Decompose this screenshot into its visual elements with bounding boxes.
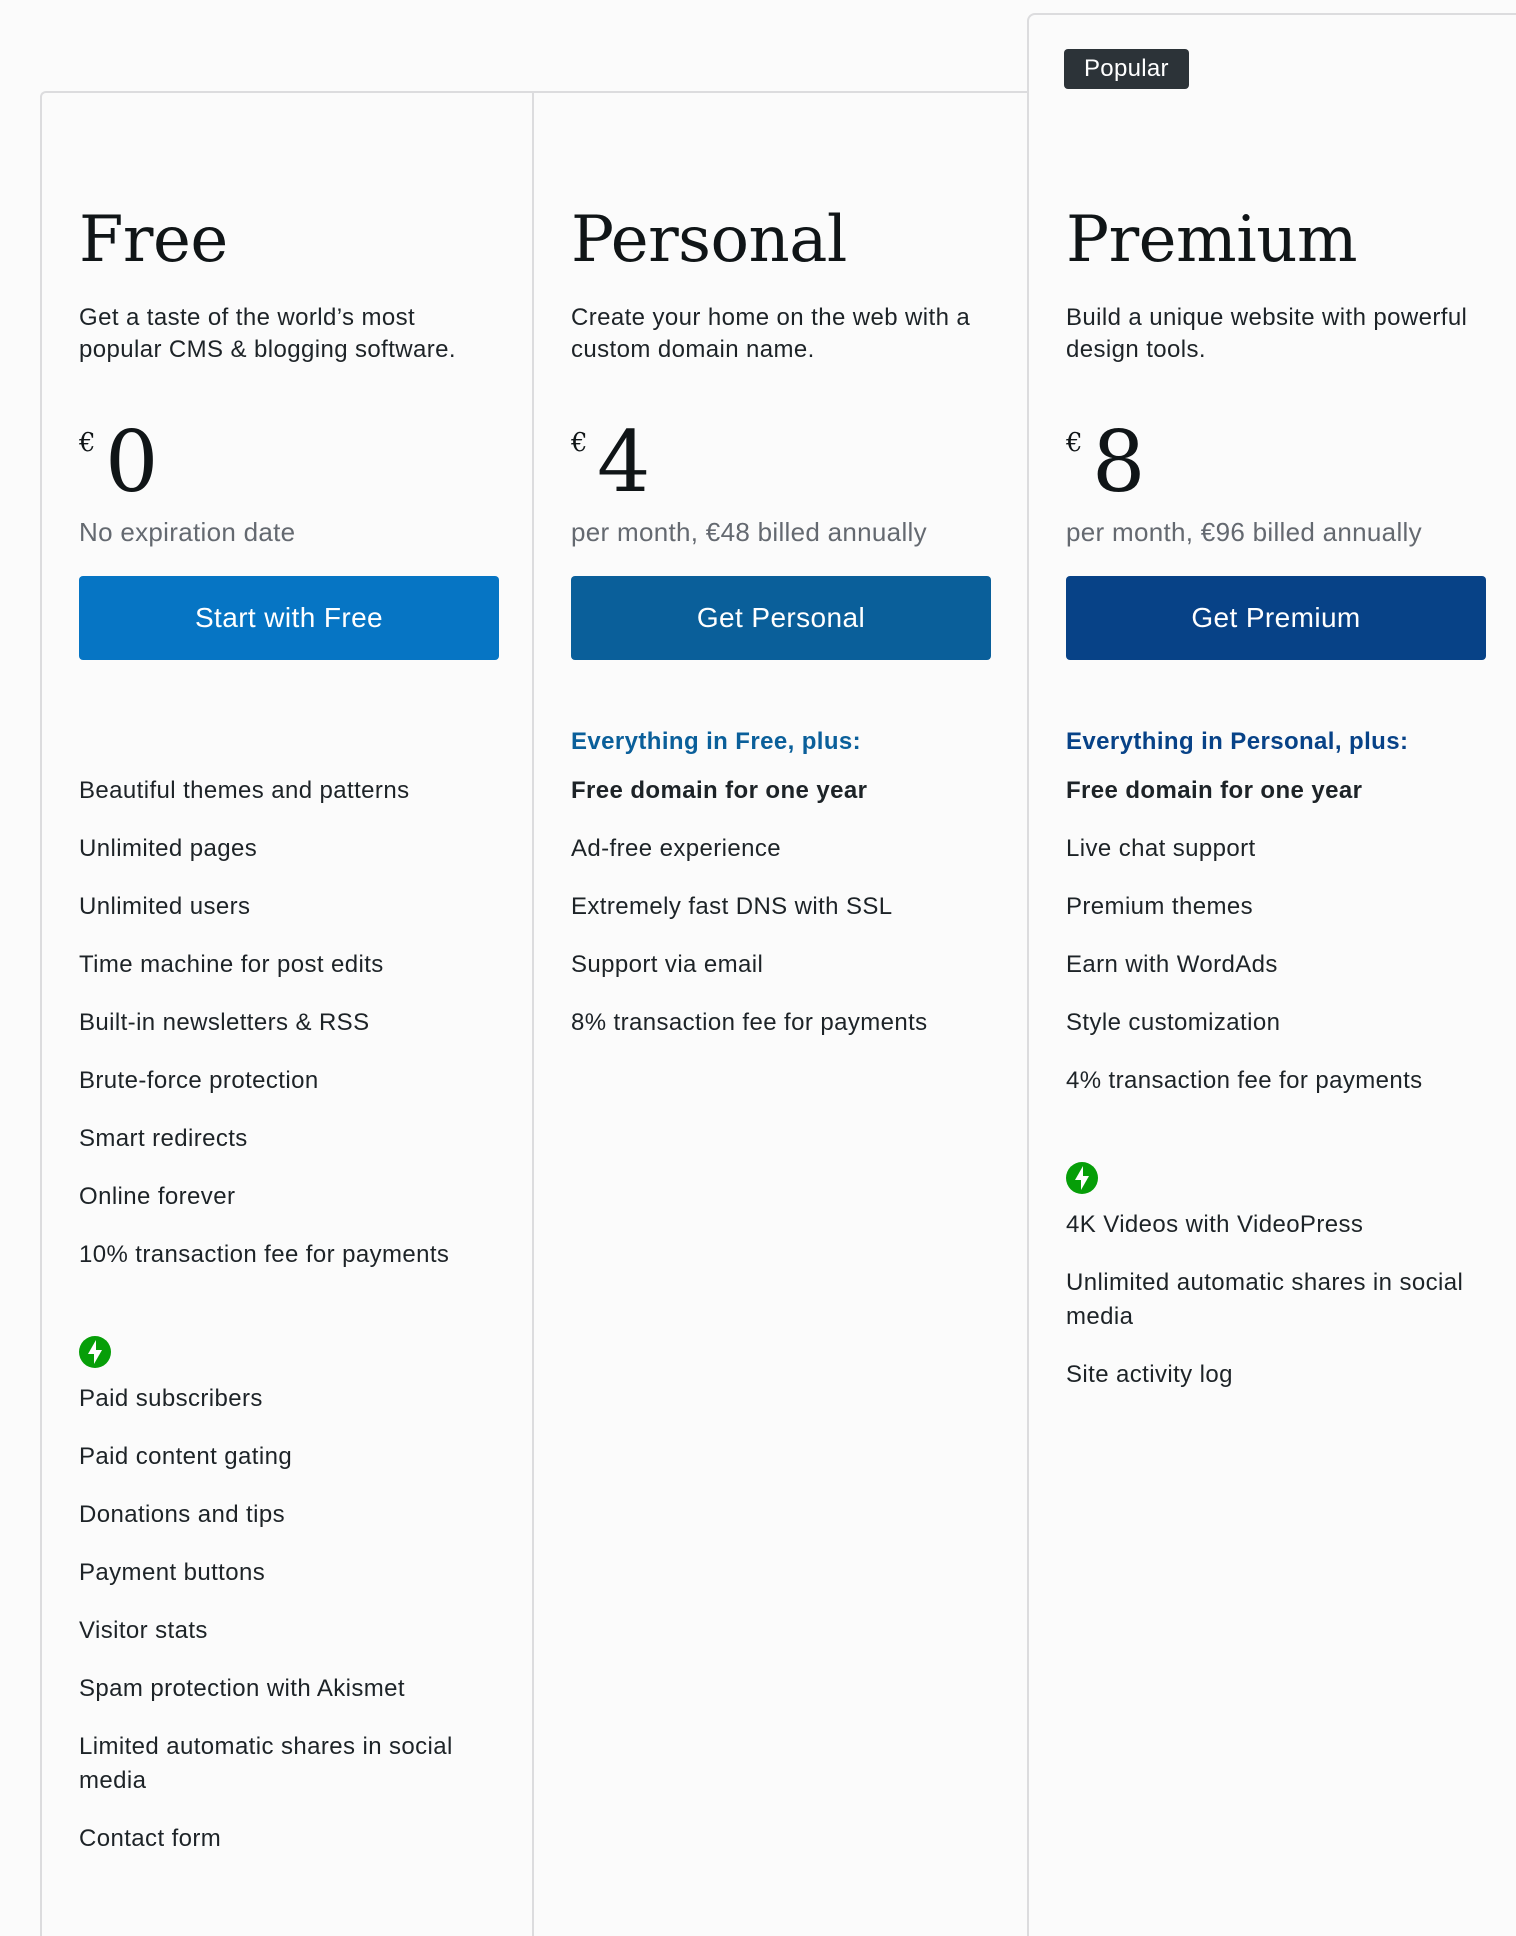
list-item: Unlimited pages [79, 835, 258, 862]
plan-name: Premium [1066, 203, 1358, 277]
list-item: Beautiful themes and patterns [79, 777, 410, 804]
plan-card-free [40, 91, 534, 1936]
feature-list [571, 774, 991, 1040]
feature-list [1066, 774, 1486, 1098]
plan-card-premium [1027, 13, 1516, 1936]
list-item: Donations and tips [79, 1501, 285, 1528]
price [571, 413, 991, 512]
list-item: Unlimited users [79, 893, 251, 920]
price-note: No expiration date [79, 517, 296, 547]
list-item: Ad-free experience [571, 835, 781, 862]
list-item: Limited automatic shares in social media [79, 1733, 453, 1794]
features-heading [79, 726, 499, 758]
get-personal-button[interactable]: Get Personal [571, 576, 991, 660]
list-item: Contact form [79, 1825, 222, 1852]
features-heading: Everything in Free, plus: [571, 728, 862, 755]
price-note: per month, €48 billed annually [571, 517, 927, 547]
plan-card-personal [532, 91, 1028, 1936]
price-amount: 0 [105, 413, 159, 511]
list-item: Extremely fast DNS with SSL [571, 893, 893, 920]
jetpack-section [1066, 1162, 1486, 1392]
jetpack-bolt-icon [1066, 1162, 1098, 1194]
list-item: Premium themes [1066, 893, 1253, 920]
list-item: Live chat support [1066, 835, 1256, 862]
jetpack-bolt-icon [79, 1336, 111, 1368]
list-item: Time machine for post edits [79, 951, 384, 978]
currency-symbol: € [79, 428, 96, 458]
list-item: Spam protection with Akismet [79, 1675, 406, 1702]
price-amount: 4 [597, 413, 651, 511]
plan-name: Free [79, 203, 228, 277]
plan-description: Build a unique website with powerful design tools. [1066, 304, 1468, 363]
plan-content [571, 203, 991, 1040]
feature-list [79, 774, 499, 1272]
start-with-free-button[interactable]: Start with Free [79, 576, 499, 660]
price [1066, 413, 1486, 512]
currency-symbol: € [571, 428, 588, 458]
list-item: Brute-force protection [79, 1067, 319, 1094]
jetpack-feature-list [79, 1382, 499, 1856]
list-item: 4K Videos with VideoPress [1066, 1211, 1364, 1238]
list-item: 8% transaction fee for payments [571, 1009, 928, 1036]
list-item: Free domain for one year [1066, 777, 1363, 804]
list-item: Online forever [79, 1183, 236, 1210]
plan-content [1066, 203, 1486, 1392]
jetpack-section [79, 1336, 499, 1856]
list-item: Smart redirects [79, 1125, 248, 1152]
list-item: Unlimited automatic shares in social media [1066, 1269, 1464, 1330]
list-item: Built-in newsletters & RSS [79, 1009, 370, 1036]
list-item: Free domain for one year [571, 777, 868, 804]
plan-description: Get a taste of the world’s most popular CMS & blogging software. [79, 304, 456, 363]
list-item: Paid subscribers [79, 1385, 263, 1412]
jetpack-feature-list [1066, 1208, 1486, 1392]
list-item: Payment buttons [79, 1559, 266, 1586]
list-item: Paid content gating [79, 1443, 293, 1470]
get-premium-button[interactable]: Get Premium [1066, 576, 1486, 660]
plan-description: Create your home on the web with a custom domain name. [571, 304, 971, 363]
plan-name: Personal [571, 203, 847, 277]
price-amount: 8 [1092, 413, 1146, 511]
price [79, 413, 499, 512]
popular-badge: Popular [1064, 49, 1189, 89]
plan-content [79, 203, 499, 1856]
currency-symbol: € [1066, 428, 1083, 458]
list-item: Support via email [571, 951, 764, 978]
list-item: Earn with WordAds [1066, 951, 1278, 978]
list-item: Site activity log [1066, 1361, 1233, 1388]
price-note: per month, €96 billed annually [1066, 517, 1422, 547]
list-item: 10% transaction fee for payments [79, 1241, 450, 1268]
list-item: 4% transaction fee for payments [1066, 1067, 1423, 1094]
list-item: Visitor stats [79, 1617, 208, 1644]
features-heading: Everything in Personal, plus: [1066, 728, 1409, 755]
list-item: Style customization [1066, 1009, 1281, 1036]
